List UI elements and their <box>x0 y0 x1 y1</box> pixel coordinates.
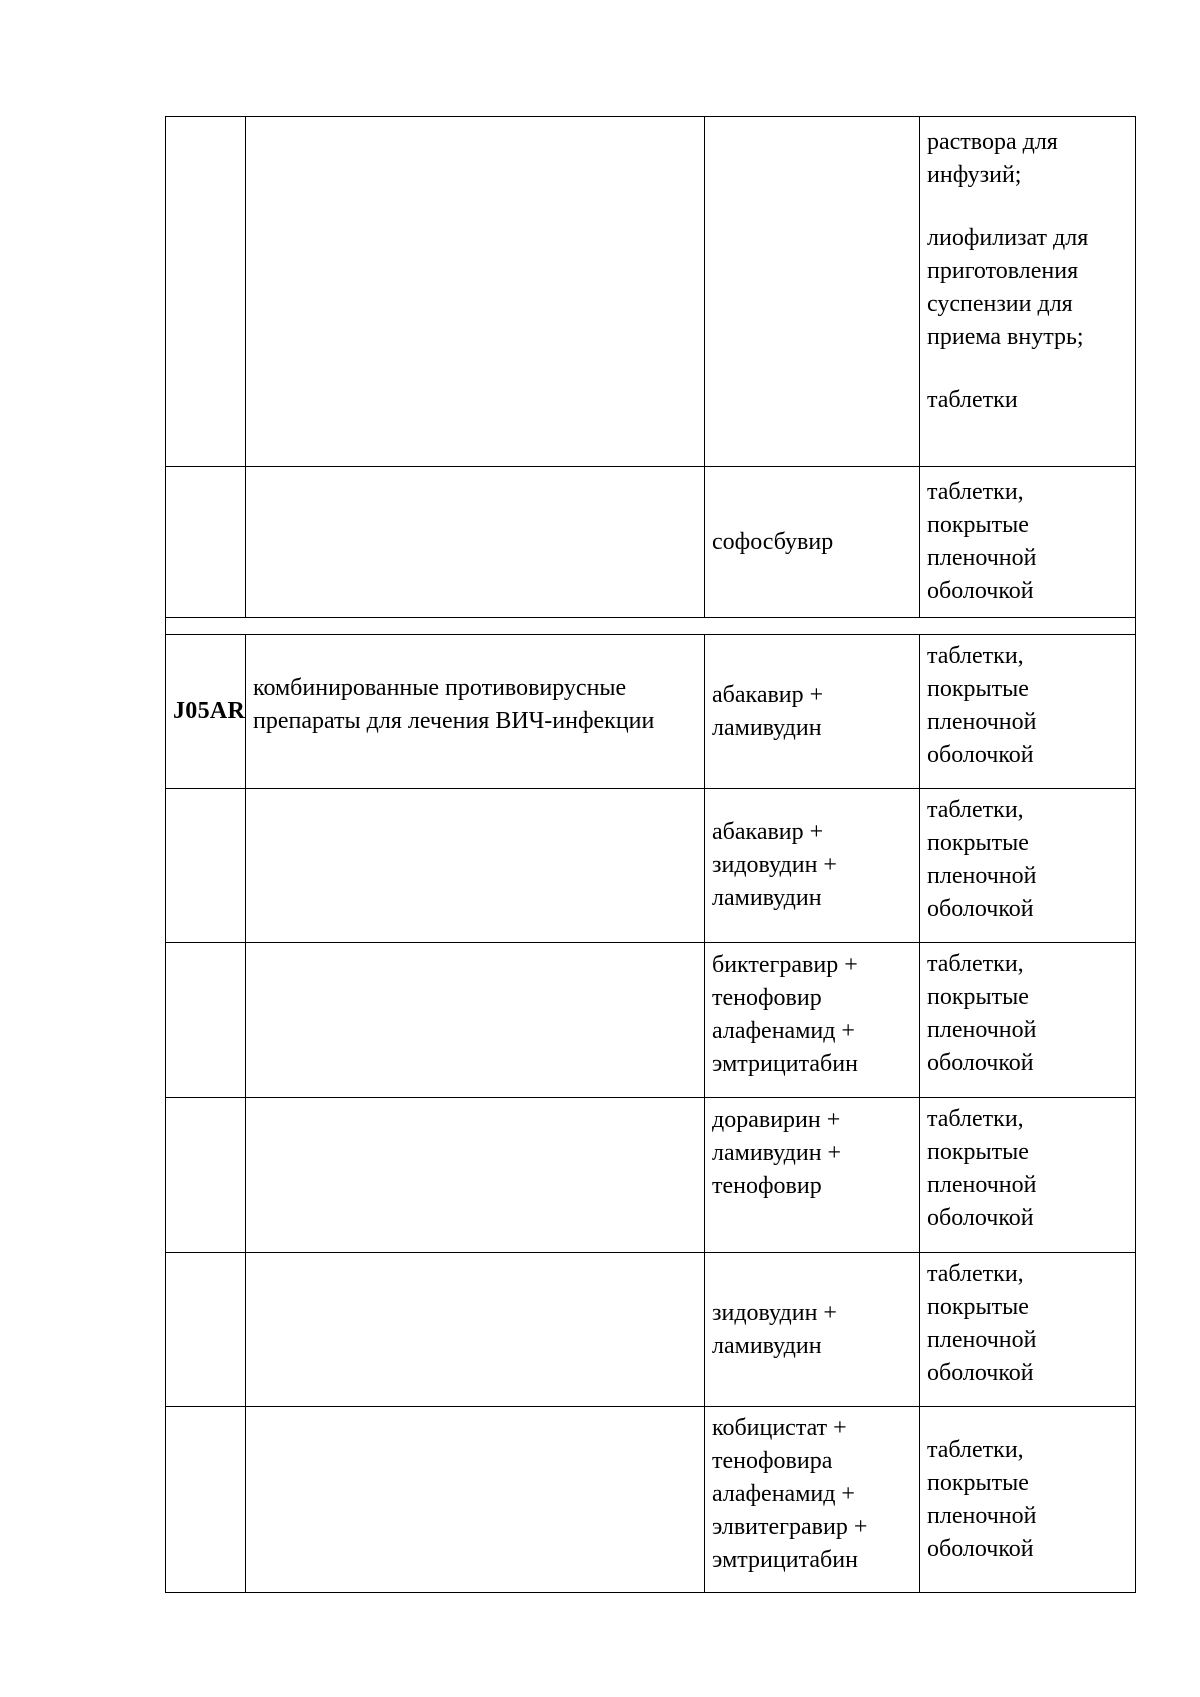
atc-code-cell: J05AR <box>166 635 246 789</box>
table-row <box>166 117 1136 467</box>
table-row <box>166 467 1136 618</box>
atc-code-cell <box>166 1407 246 1593</box>
dosage-form-cell <box>920 1407 1136 1593</box>
dosage-form-cell <box>920 1098 1136 1253</box>
dosage-form-cell <box>920 467 1136 618</box>
drug-name: софосбувир <box>712 528 834 555</box>
atc-code-cell <box>166 117 246 467</box>
drug-name: биктегравир + тенофовир алафенамид + эмтрицитабин <box>712 952 858 1077</box>
drug-name: зидовудин + ламивудин <box>712 1299 837 1359</box>
table-row <box>166 943 1136 1098</box>
dosage-form-cell <box>920 1253 1136 1407</box>
drug-cell <box>705 1253 920 1407</box>
drug-cell <box>705 1098 920 1253</box>
table-row <box>166 1098 1136 1253</box>
group-cell <box>246 943 705 1098</box>
atc-code-cell <box>166 1098 246 1253</box>
atc-code-cell <box>166 789 246 943</box>
drug-cell <box>705 1407 920 1593</box>
dosage-form-text: таблетки, покрытые пленочной оболочкой <box>927 479 1037 604</box>
group-cell <box>246 635 705 789</box>
drug-cell <box>705 117 920 467</box>
dosage-form-text: таблетки <box>927 387 1018 413</box>
group-name: комбинированные противовирусные препараты для лечения ВИЧ-инфекции <box>253 674 655 734</box>
group-cell <box>246 467 705 618</box>
table-row <box>166 1407 1136 1593</box>
table-row <box>166 635 1136 789</box>
separator-cell <box>166 618 1136 635</box>
dosage-form-cell <box>920 117 1136 467</box>
drug-name: доравирин + ламивудин + тенофовир <box>712 1107 842 1199</box>
dosage-form-text: таблетки, покрытые пленочной оболочкой <box>927 797 1037 922</box>
drug-name: абакавир + ламивудин <box>712 681 824 741</box>
atc-code-cell <box>166 943 246 1098</box>
group-cell <box>246 117 705 467</box>
dosage-form-text: таблетки, покрытые пленочной оболочкой <box>927 951 1037 1076</box>
dosage-form-cell <box>920 789 1136 943</box>
dosage-form-text: таблетки, покрытые пленочной оболочкой <box>927 1436 1037 1562</box>
dosage-form-text: лиофилизат для приготовления суспензии для приема внутрь; <box>927 225 1089 350</box>
dosage-form-cell <box>920 943 1136 1098</box>
drug-cell <box>705 635 920 789</box>
group-cell <box>246 1407 705 1593</box>
atc-code-cell <box>166 1253 246 1407</box>
dosage-form-text: раствора для инфузий; <box>927 129 1058 188</box>
dosage-form-text: таблетки, покрытые пленочной оболочкой <box>927 1261 1037 1386</box>
drug-name: кобицистат + тенофовира алафенамид + элвитегравир + эмтрицитабин <box>712 1415 868 1573</box>
dosage-form-text: таблетки, покрытые пленочной оболочкой <box>927 1106 1037 1231</box>
drug-cell <box>705 789 920 943</box>
atc-code-cell <box>166 467 246 618</box>
separator-row <box>166 618 1136 635</box>
dosage-form-cell <box>920 635 1136 789</box>
group-cell <box>246 789 705 943</box>
drug-cell <box>705 943 920 1098</box>
drug-name: абакавир + зидовудин + ламивудин <box>712 819 837 911</box>
table-row <box>166 789 1136 943</box>
dosage-form-text: таблетки, покрытые пленочной оболочкой <box>927 643 1037 768</box>
group-cell <box>246 1253 705 1407</box>
table-row <box>166 1253 1136 1407</box>
group-cell <box>246 1098 705 1253</box>
drug-list-table <box>165 116 1136 1593</box>
drug-cell <box>705 467 920 618</box>
